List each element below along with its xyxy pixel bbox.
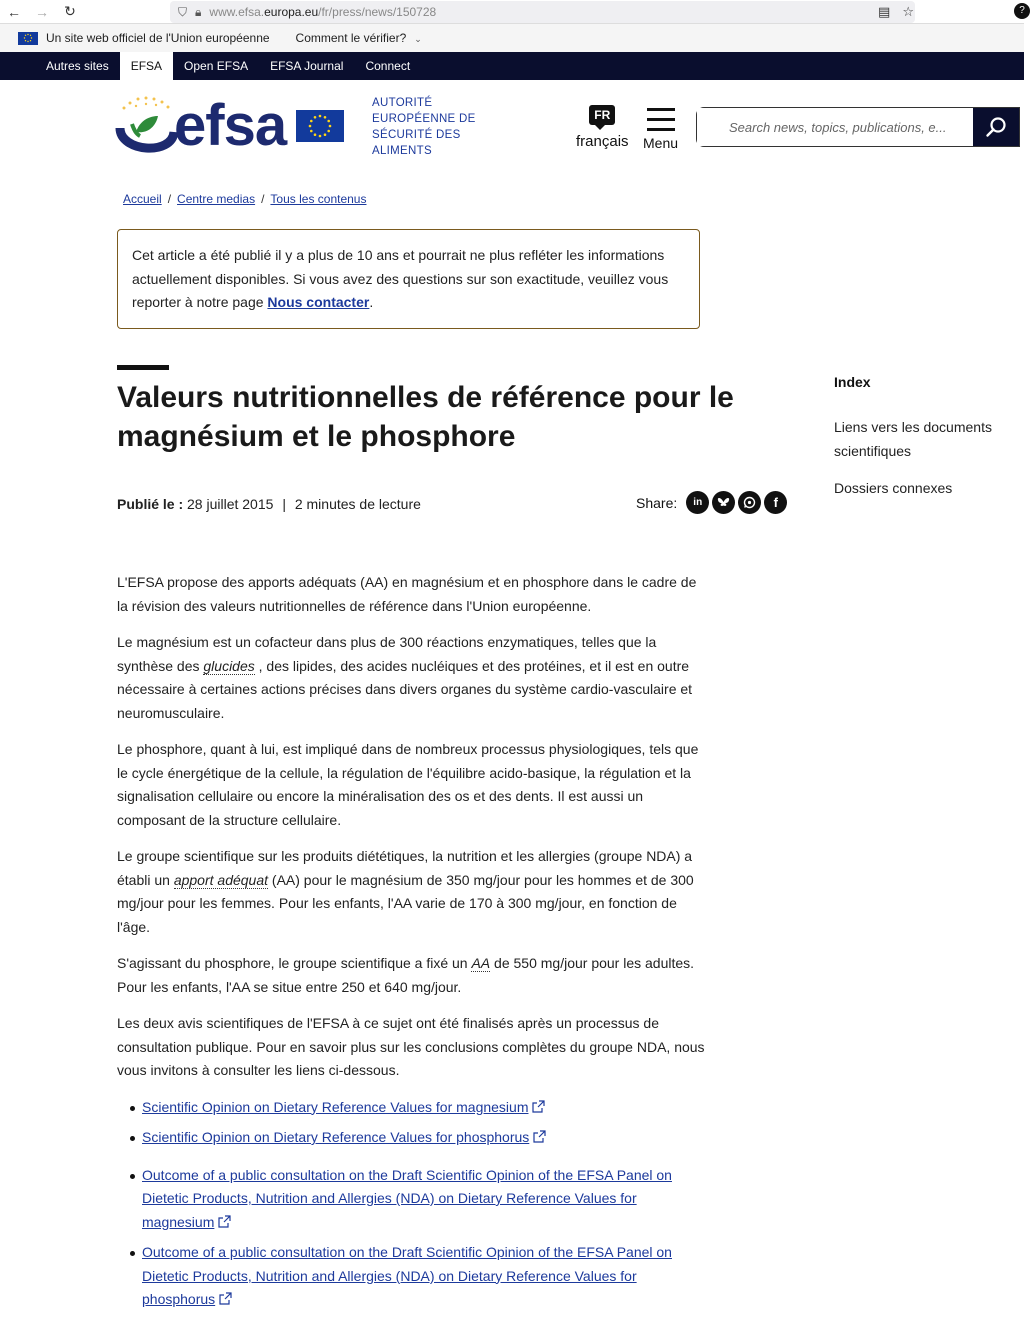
glossary-term[interactable]: AA	[471, 955, 491, 971]
breadcrumb-centre-medias[interactable]: Centre medias	[177, 192, 256, 206]
notice-text: Cet article a été publié il y a plus de 10 ans et pourrait ne plus refléter les informations actuellement disponibles. Si vous avez des questions sur son exactitude, veuillez vous reporter à notre page	[132, 247, 669, 310]
whatsapp-icon[interactable]	[738, 491, 761, 514]
share-label: Share:	[636, 494, 678, 511]
contact-link[interactable]: Nous contacter	[267, 294, 370, 310]
text-run: Le groupe scientifique sur les produits diététiques, la nutrition et les allergies (groupe NDA) a établi un	[117, 848, 693, 888]
language-code-badge: FR	[589, 105, 615, 125]
paragraph-1: L'EFSA propose des apports adéquats (AA) en magnésium et en phosphore dans le cadre de la révision des valeurs nutritionnelles de référence dans l'Union européenne.	[117, 574, 697, 614]
language-label: français	[576, 133, 629, 150]
menu-button[interactable]	[643, 108, 678, 151]
topnav-efsa[interactable]: EFSA	[120, 52, 173, 80]
address-bar[interactable]	[170, 1, 915, 23]
bluesky-icon[interactable]	[712, 491, 735, 514]
authority-line: ALIMENTS	[372, 145, 432, 157]
topnav-open-efsa[interactable]: Open EFSA	[184, 59, 249, 73]
language-selector[interactable]	[576, 105, 629, 150]
authority-name	[372, 95, 476, 159]
linkedin-icon[interactable]: in	[686, 491, 709, 514]
topnav-autres-sites[interactable]: Autres sites	[46, 59, 109, 73]
external-link-icon	[533, 1130, 546, 1143]
profile-icon[interactable]: ?	[1014, 3, 1030, 19]
eu-official-text: Un site web officiel de l'Union européenne	[46, 31, 270, 45]
bookmark-star-icon[interactable]: ☆	[902, 3, 914, 19]
article-meta: Publié le : 28 juillet 2015 | 2 minutes de lecture	[117, 496, 421, 512]
efsa-logo[interactable]	[116, 94, 344, 158]
url-path: /fr/press/news/150728	[318, 5, 437, 19]
reload-icon[interactable]: ↻	[64, 3, 76, 19]
search-input[interactable]	[697, 108, 973, 146]
paragraph-2	[117, 631, 707, 725]
top-site-nav	[0, 52, 1024, 80]
link-consultation-magnesium[interactable]: Outcome of a public consultation on the Draft Scientific Opinion of the EFSA Panel on Dietetic Products, Nutrition and Allergies (NDA) on Dietary Reference Values for magnesium	[142, 1166, 672, 1230]
list-item	[117, 1164, 707, 1235]
share-bar	[636, 491, 787, 514]
text-run: Le magnésium est un cofacteur dans plus de 300 réactions enzymatiques, telles que la synthèse des	[117, 634, 657, 674]
paragraph-4	[117, 845, 707, 939]
document-links	[117, 1096, 707, 1312]
shield-icon: ⛉	[178, 4, 188, 19]
list-item	[117, 1126, 707, 1150]
index-heading: Index	[834, 374, 871, 390]
text-run: , des lipides, des acides nucléiques et des protéines, et il est en outre nécessaire à certaines actions précises dans divers organes du système cardio-vasculaire et neuromusculaire.	[117, 657, 693, 721]
back-icon[interactable]: ←	[7, 3, 21, 20]
page-index	[834, 374, 994, 515]
authority-line: AUTORITÉ	[372, 97, 433, 109]
glossary-term[interactable]: glucides	[203, 657, 255, 674]
authority-line: EUROPÉENNE DE	[372, 113, 476, 125]
url-host: europa.eu	[264, 5, 319, 19]
reading-time: 2 minutes de lecture	[294, 496, 421, 512]
link-opinion-magnesium[interactable]: Scientific Opinion on Dietary Reference Values for magnesium	[142, 1098, 529, 1115]
browser-toolbar	[0, 0, 1024, 24]
glossary-term[interactable]: apport adéquat	[173, 871, 269, 888]
breadcrumb-tous-les-contenus[interactable]: Tous les contenus	[270, 192, 367, 206]
index-item-documents[interactable]: Liens vers les documents scientifiques	[834, 419, 992, 459]
text-run: (AA) pour le magnésium de 350 mg/jour pour les hommes et de 300 mg/jour pour les femmes. Pour les enfants, l'AA varie de 170 à 300 mg/jour, en fonction de l'âge.	[117, 871, 694, 935]
title-accent-bar	[117, 365, 169, 370]
published-date: 28 juillet 2015	[183, 496, 274, 512]
archive-notice	[117, 229, 700, 329]
how-to-check-toggle[interactable]	[296, 31, 422, 45]
reader-view-icon[interactable]: ▤	[878, 3, 891, 19]
list-item	[117, 1096, 707, 1120]
external-link-icon	[219, 1292, 232, 1305]
search-icon	[985, 116, 1007, 138]
eu-flag-icon	[296, 110, 344, 142]
list-item	[117, 1241, 707, 1312]
text-run: de 550 mg/jour pour les adultes. Pour les enfants, l'AA se situe entre 250 et 640 mg/jour.	[117, 955, 695, 995]
search-button[interactable]	[973, 108, 1019, 146]
site-header	[0, 80, 1024, 180]
efsa-leaf-icon	[116, 94, 178, 158]
menu-label: Menu	[643, 135, 679, 151]
published-label: Publié le :	[117, 496, 184, 512]
link-opinion-phosphorus[interactable]: Scientific Opinion on Dietary Reference Values for phosphorus	[142, 1129, 530, 1145]
link-consultation-phosphorus[interactable]: Outcome of a public consultation on the Draft Scientific Opinion of the EFSA Panel on Dietetic Products, Nutrition and Allergies (NDA) on Dietary Reference Values for phosphorus	[142, 1244, 672, 1307]
search-box	[696, 107, 1020, 147]
breadcrumb: Accueil / Centre medias / Tous les contenus	[123, 192, 367, 206]
eu-flag-icon	[18, 32, 38, 45]
text-run: S'agissant du phosphore, le groupe scientifique a fixé un	[117, 955, 472, 971]
forward-icon[interactable]: →	[35, 3, 49, 20]
paragraph-3: Le phosphore, quant à lui, est impliqué dans de nombreux processus physiologiques, tels que le cycle énergétique de la cellule, la régulation de l'équilibre acido-basique, la régulation et la signalisation cellulaire ou encore la minéralisation des os et des dents. Il est aussi un composant de la structure cellulaire.	[117, 741, 699, 828]
paragraph-6: Les deux avis scientifiques de l'EFSA à ce sujet ont été finalisés après un processus de consultation publique. Pour en savoir plus sur les conclusions complètes du groupe NDA, nous vous invitons à consulter les liens ci-dessous.	[117, 1015, 705, 1078]
external-link-icon	[532, 1100, 545, 1113]
how-to-check-label: Comment le vérifier?	[295, 31, 407, 45]
efsa-logo-text: efsa	[174, 93, 287, 158]
breadcrumb-accueil[interactable]: Accueil	[123, 192, 162, 206]
index-item-dossiers[interactable]: Dossiers connexes	[834, 480, 953, 496]
hamburger-icon	[643, 108, 678, 131]
lock-icon: 🔒︎	[195, 4, 202, 19]
authority-line: SÉCURITÉ DES	[372, 129, 461, 141]
facebook-icon[interactable]: f	[764, 491, 787, 514]
page-title: Valeurs nutritionnelles de référence pour le magnésium et le phosphore	[117, 381, 734, 453]
topnav-efsa-journal[interactable]: EFSA Journal	[270, 59, 344, 73]
url-prefix: www.efsa.	[209, 5, 265, 19]
article-body	[117, 571, 707, 1319]
paragraph-5	[117, 952, 707, 999]
external-link-icon	[218, 1215, 231, 1228]
chevron-down-icon: ⌄	[414, 34, 422, 44]
notice-end: .	[369, 294, 374, 310]
topnav-connect[interactable]: Connect	[365, 59, 411, 73]
eu-official-banner	[0, 24, 1024, 52]
